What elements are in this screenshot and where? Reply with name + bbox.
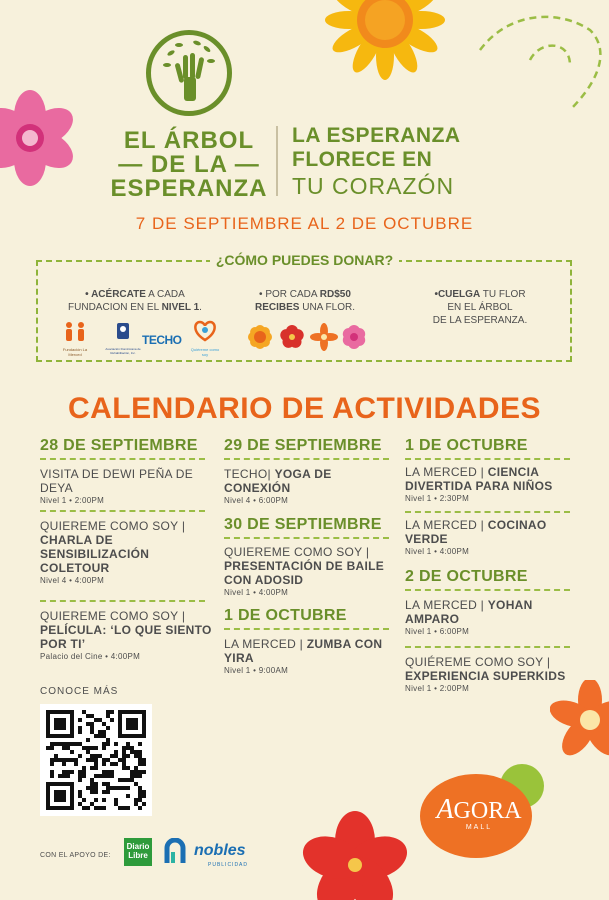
logo-fundacion-text: Fundación La Merced [62, 347, 88, 357]
agora-name: AGORA [436, 794, 522, 825]
nobles-logo [162, 838, 252, 870]
divider [40, 600, 205, 602]
libre-word: Libre [128, 851, 148, 860]
calendar-title: CALENDARIO DE ACTIVIDADES [67, 392, 542, 425]
divider [405, 589, 570, 591]
tagline-line-1: LA ESPERANZA [292, 124, 461, 147]
logo-asociacion-text: Asociación Dominicana de Rehabilitación, Inc. [105, 347, 141, 355]
col2-event-3: LA MERCED | ZUMBA CON YIRA Nivel 1 • 9:00AM [224, 637, 383, 675]
nobles-n-icon [162, 838, 192, 868]
nobles-text: nobles [194, 842, 246, 859]
divider [40, 458, 205, 460]
logo-techo: TECHO [142, 333, 182, 347]
sunflower-decoration [315, 0, 455, 90]
col2-day-1: 29 DE SEPTIEMBRE [224, 437, 382, 454]
col2-day-2: 30 DE SEPTIEMBRE [224, 516, 382, 533]
diario-libre-logo [124, 838, 152, 866]
col3-day-1: 1 DE OCTUBRE [405, 437, 528, 454]
header-divider [276, 126, 278, 196]
diario-word: Diario [126, 842, 150, 851]
apoyo-label: CON EL APOYO DE: [40, 852, 111, 859]
donation-step-1: • ACÉRCATE A CADA FUNDACION EN EL NIVEL 1. [68, 289, 202, 313]
donation-step-2: • POR CADA RD$50 RECIBES UNA FLOR. [254, 289, 356, 313]
rehab-icon [100, 322, 146, 342]
event-dates: 7 DE SEPTIEMBRE AL 2 DE OCTUBRE [135, 214, 474, 233]
divider [224, 458, 389, 460]
col2-event-2: QUIEREME COMO SOY | PRESENTACIÓN DE BAILE CON ADOSID Nivel 1 • 4:00PM [224, 545, 385, 597]
qr-code[interactable] [40, 704, 152, 816]
divider [405, 646, 570, 648]
red-flower-decoration [295, 810, 415, 900]
logo-quiereme-text: Quiéreme como soy [190, 347, 220, 357]
qr-code-image [40, 704, 152, 816]
publicidad-text: PUBLICIDAD [208, 862, 249, 868]
divider [40, 510, 205, 512]
logo-fundacion-la-merced [60, 320, 90, 357]
heart-icon [190, 320, 220, 342]
agora-sub: MALL [465, 824, 493, 831]
family-icon [60, 320, 90, 342]
col3-event-3: LA MERCED | YOHAN AMPARO Nivel 1 • 6:00PM [405, 598, 533, 636]
hand-tree-icon [151, 35, 227, 111]
divider [405, 511, 570, 513]
col1-event-2: QUIEREME COMO SOY | CHARLA DE SENSIBILIZACIÓN COLETOUR Nivel 4 • 4:00PM [40, 519, 186, 585]
col3-event-2: LA MERCED | COCINAO VERDE Nivel 1 • 4:00PM [405, 518, 547, 556]
logo-asociacion [100, 322, 146, 355]
brand-line-2: — DE LA — [118, 151, 260, 178]
col2-day-3: 1 DE OCTUBRE [224, 607, 347, 624]
divider [224, 537, 389, 539]
pink-flower-decoration [0, 88, 80, 188]
tagline-line-2: FLORECE EN [292, 148, 433, 171]
brand-line-3: ESPERANZA [110, 175, 268, 202]
col1-event-3: QUIEREME COMO SOY | PELÍCULA: ‘LO QUE SIENTO POR TI’ Palacio del Cine • 4:00PM [40, 609, 212, 661]
brand-line-1: EL ÁRBOL [123, 127, 255, 154]
col1-event-1: VISITA DE DEWI PEÑA DE DEYA Nivel 1 • 2:00PM [40, 467, 194, 505]
donation-step-3: •CUELGA TU FLOR EN EL ÁRBOL DE LA ESPERANZA. [432, 289, 528, 326]
col3-event-4: QUIÉREME COMO SOY | EXPERIENCIA SUPERKIDS Nivel 1 • 2:00PM [405, 655, 566, 693]
col3-day-2: 2 DE OCTUBRE [405, 568, 528, 585]
logo-quiereme [190, 320, 220, 357]
col3-event-1: LA MERCED | CIENCIA DIVERTIDA PARA NIÑOS Nivel 1 • 2:30PM [405, 465, 553, 503]
flower-icons-row [246, 323, 370, 351]
arbol-logo-circle [146, 30, 232, 116]
tagline-line-3: TU CORAZÓN [292, 173, 455, 199]
col1-day-1: 28 DE SEPTIEMBRE [40, 437, 198, 454]
divider [224, 628, 389, 630]
divider [405, 458, 570, 460]
agora-mall-logo [420, 760, 540, 860]
dashed-heart-decoration [470, 10, 609, 120]
conoce-mas-label: CONOCE MÁS [40, 686, 119, 697]
col2-event-1: TECHO| YOGA DE CONEXIÓN Nivel 4 • 6:00PM [224, 467, 332, 505]
donation-title: ¿CÓMO PUEDES DONAR? [0, 252, 609, 268]
